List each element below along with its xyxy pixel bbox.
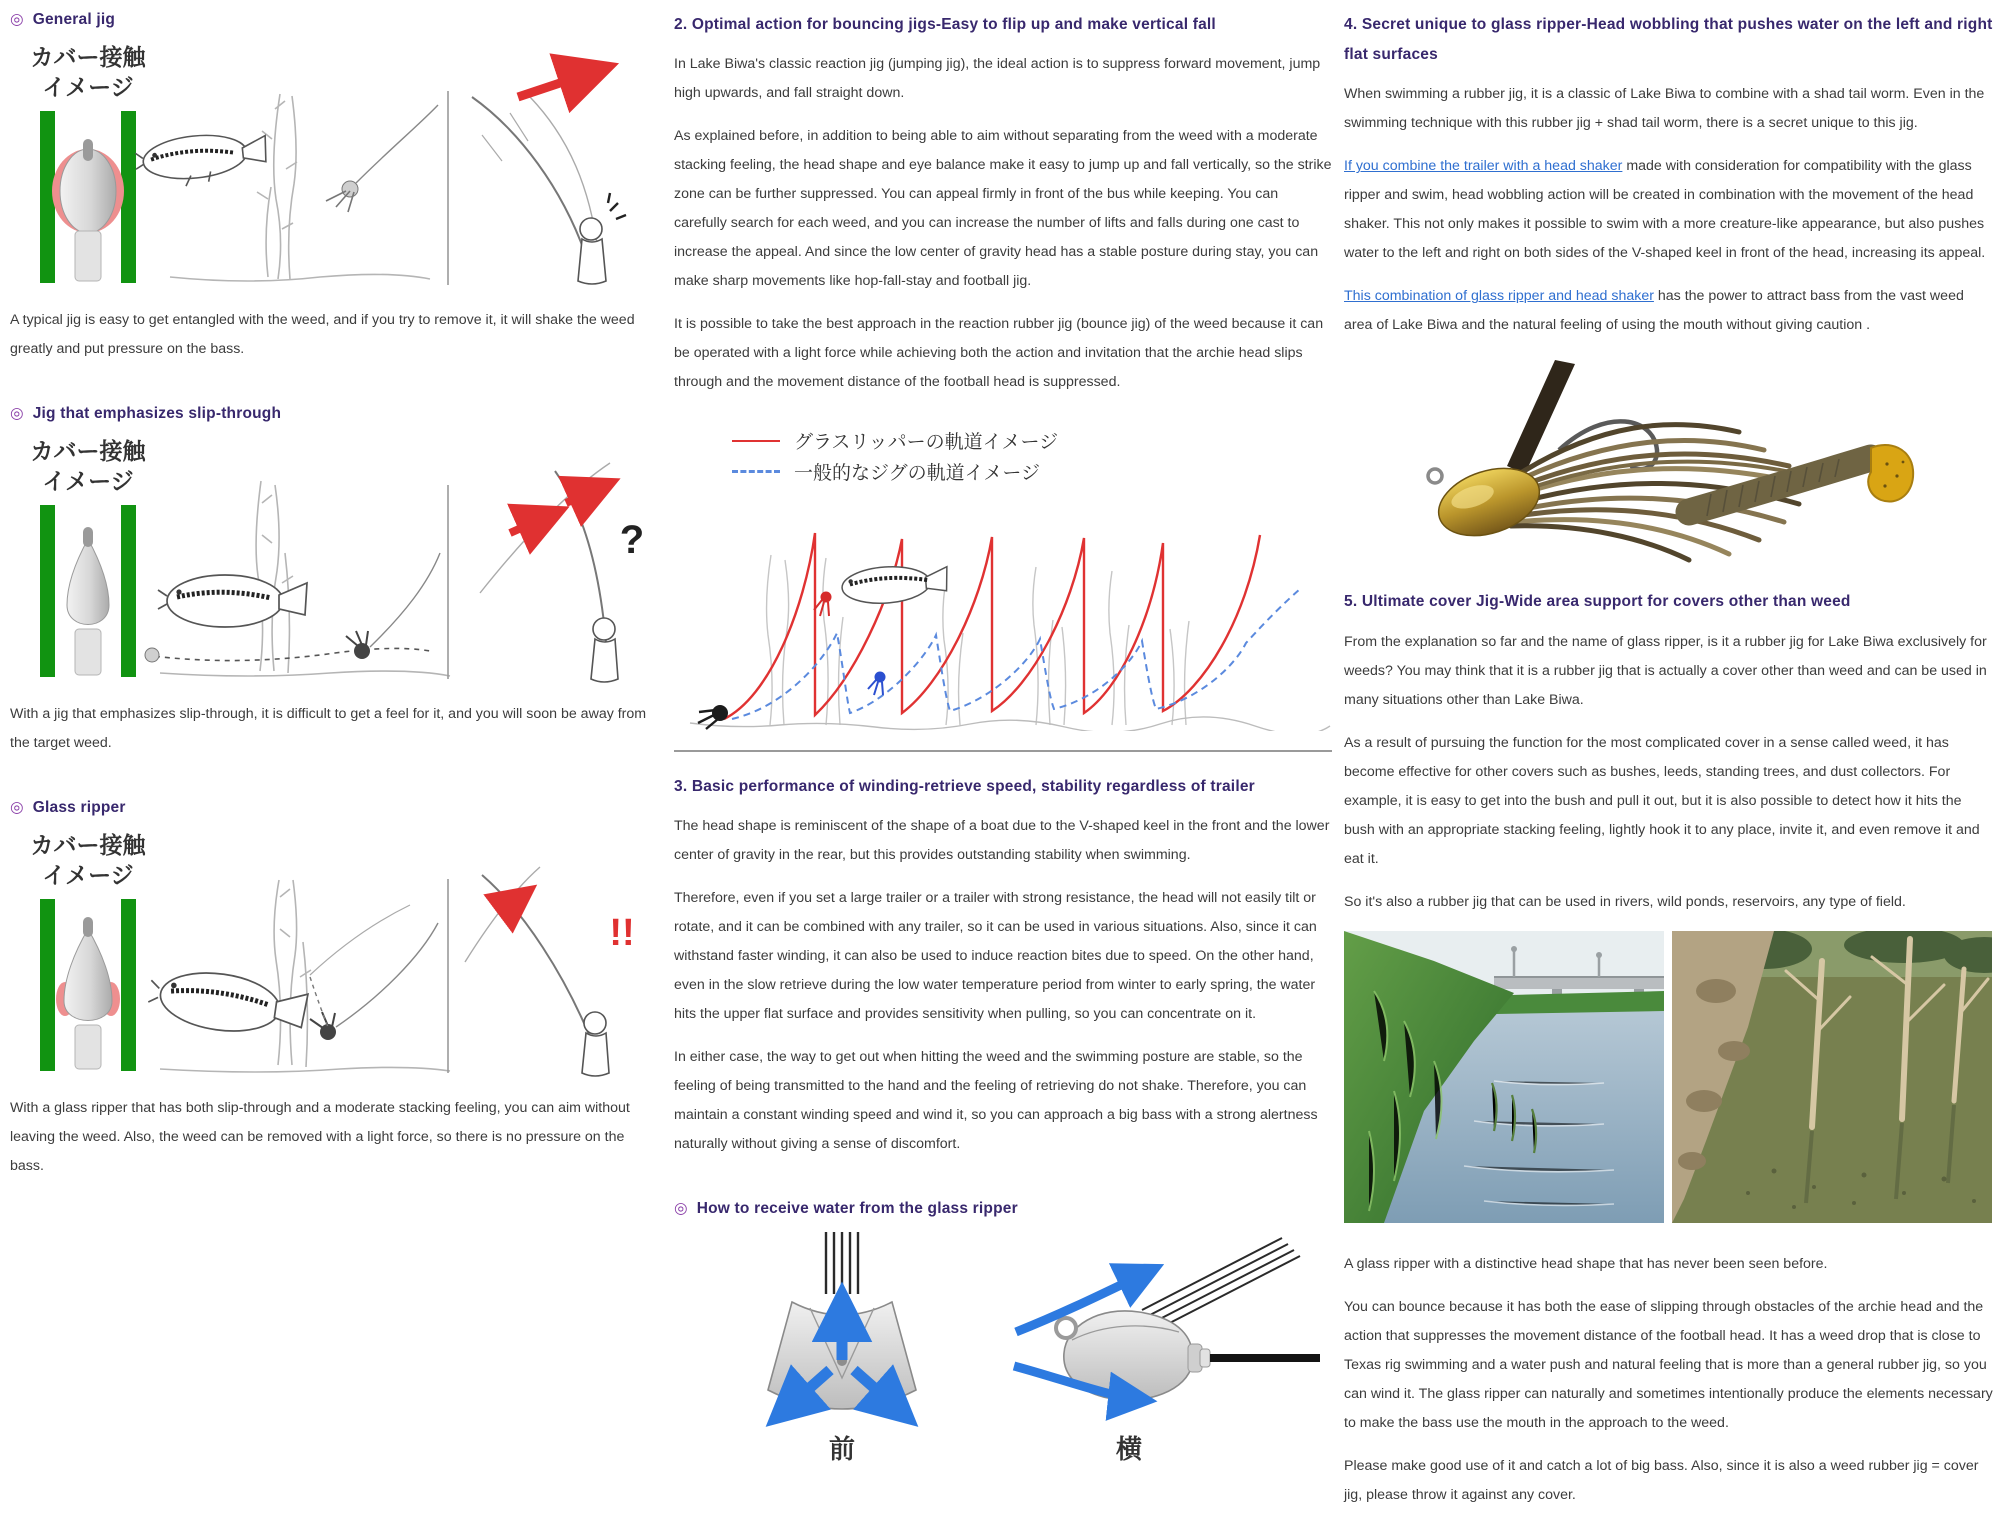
front-view-head <box>768 1232 916 1464</box>
bullseye-icon: ◎ <box>10 405 24 422</box>
river-photo <box>1344 931 1664 1223</box>
water-flow-diagram <box>674 1228 1332 1473</box>
side-view-head <box>1014 1238 1320 1464</box>
weed-bars-and-glass-ripper-head <box>40 899 136 1071</box>
section5-heading: 5. Ultimate cover Jig-Wide area support for covers other than weed <box>1344 593 1851 611</box>
combination-link[interactable]: This combination of glass ripper and head shaker <box>1344 288 1654 305</box>
outro-paragraph-1: A glass ripper with a distinctive head shape that has never been seen before. <box>1344 1255 1828 1272</box>
section5-paragraph-2: As a result of pursuing the function for the most complicated cover in a sense called weed, it has become effective for other covers such as bushes, leeds, standing trees, and dust collectors. For example, it is easy to get into the bush and pull it out, but it is also possible to detect how it hits the bush with an appropriate stacking feeling, lightly hook it to any place, invite it, and even remove it and eat it. <box>1344 734 1980 867</box>
svg-text:イメージ: イメージ <box>42 862 134 888</box>
snagged-jig-sketch <box>326 105 438 212</box>
cover-contact-label <box>31 438 147 494</box>
section4-paragraph-1: When swimming a rubber jig, it is a classic of Lake Biwa to combine with a shad tail worm. Even in the swimming technique with this rubber jig + shad tail worm, there is a secret unique to this jig. <box>1344 86 1985 132</box>
weed-bars-and-pointed-jig <box>40 505 136 677</box>
section3-heading: 3. Basic performance of winding-retrieve speed, stability regardless of trailer <box>674 778 1255 796</box>
pull-direction-arrow <box>518 69 602 97</box>
section4-paragraph-2 <box>1344 152 1994 268</box>
section3-paragraph-1: The head shape is reminiscent of the shape of a boat due to the V-shaped keel in the front and the lower center of gravity in the rear, but this provides outstanding stability when swimming. <box>674 818 1330 864</box>
head-shaker-link[interactable]: If you combine the trailer with a head shaker <box>1344 158 1623 175</box>
angler-sketch <box>472 69 626 284</box>
svg-text:イメージ: イメージ <box>42 74 134 100</box>
section2-paragraph-3: It is possible to take the best approach in the reaction rubber jig (bounce jig) of the weed because it can be operated with a light force while achieving both the action and invitation that the archie head slips through and the movement distance of the football head is suppressed. <box>674 316 1324 391</box>
exclamation-annotation: !! <box>609 912 635 954</box>
section-divider-line <box>674 750 1332 752</box>
angler-sketch <box>480 463 644 682</box>
paragraph-text: has the power to attract bass from the vast weed area of Lake Biwa and the natural feeling of using the mouth without giving caution . <box>1344 288 1964 334</box>
bass-fish-sketch <box>158 575 307 627</box>
section4-paragraph-3 <box>1344 282 1994 340</box>
angler-sketch <box>465 867 635 1076</box>
photo-gap <box>1664 931 1672 1223</box>
bullseye-icon: ◎ <box>10 11 24 28</box>
flooded-trees-photo <box>1672 931 1992 1223</box>
trajectory-legend <box>674 425 1332 487</box>
paragraph-text: made with consideration for compatibility with the glass ripper and swim, head wobbling action will be created in combination with the movement of the head shaker. This not only makes it possible to swim with a more creature-like appearance, but also pushes water to the left and right on both sides of the V-shaped keel in front of the head, increasing its appeal. <box>1344 158 1986 262</box>
bass-fish-sketch <box>133 129 269 192</box>
question-annotation: ? <box>619 518 645 562</box>
section2-paragraph-2: As explained before, in addition to being able to aim without separating from the weed with a moderate stacking feeling, the head shape and eye balance make it easy to jump up and fall vertically, so the strike zone can be further suppressed. You can appeal firmly in front of the bus while keeping. You can carefully search for each weed, and you can increase the number of lifts and falls during one cast to increase the appeal. And since the low center of gravity head has a stable posture during stay, you can make sharp movements like hop-fall-stay and football jig. <box>674 128 1332 290</box>
blue-dashed-line-swatch <box>732 470 780 473</box>
trailer-shaft <box>1210 1354 1320 1362</box>
field-photos <box>1344 931 1994 1228</box>
general-jig-caption: A typical jig is easy to get entangled with the weed, and if you try to remove it, it will shake the weed greatly and put pressure on the bass. <box>10 312 635 357</box>
heading-text: How to receive water from the glass ripper <box>696 1200 1018 1218</box>
front-view-label: 前 <box>828 1434 856 1465</box>
blue-jig-icon <box>868 672 886 696</box>
general-jig-trajectory-line <box>732 589 1300 719</box>
section3-paragraph-3: In either case, the way to get out when hitting the weed and the swimming posture are stable, so the feeling of being transmitted to the hand and the feeling of retrieving do not shake. Therefore, you can maintain a constant winding speed and wind it, so you can approach a big bass with a strong alertness naturally without giving a sense of discomfort. <box>674 1049 1318 1153</box>
side-view-label: 横 <box>1115 1434 1143 1465</box>
section5-paragraph-1: From the explanation so far and the name of glass ripper, is it a rubber jig for Lake Biwa exclusively for weeds? You may think that it is a rubber jig that is actually a cover other than weed and can be used in many situations other than Lake Biwa. <box>1344 633 1987 708</box>
svg-text:カバー接触: カバー接触 <box>30 832 146 858</box>
svg-text:カバー接触: カバー接触 <box>30 438 146 464</box>
slip-through-jig-diagram <box>10 433 658 690</box>
bullseye-icon: ◎ <box>10 799 24 816</box>
general-jig-diagram <box>10 39 658 296</box>
heading-text: General jig <box>32 11 116 28</box>
left-column <box>10 10 658 1195</box>
section-heading-general-jig <box>10 10 658 29</box>
cover-contact-label <box>31 832 147 888</box>
paddle-tail <box>1868 445 1913 502</box>
legend-label-blue: 一般的なジグの軌道イメージ <box>794 463 1041 485</box>
section-heading-slip-through-jig <box>10 404 658 423</box>
glass-ripper-diagram <box>10 827 658 1084</box>
heading-text: Jig that emphasizes slip-through <box>32 405 282 422</box>
middle-column <box>674 10 1332 1483</box>
red-solid-line-swatch <box>732 440 780 442</box>
weed-scene-sketch <box>170 94 430 281</box>
weed-guard <box>1507 360 1575 474</box>
bass-fish-sketch <box>146 964 309 1041</box>
glass-ripper-trajectory-line <box>724 533 1260 719</box>
section2-heading: 2. Optimal action for bouncing jigs-Easy to flip up and make vertical fall <box>674 16 1216 33</box>
svg-text:イメージ: イメージ <box>42 468 134 494</box>
water-section-heading <box>674 1199 1332 1218</box>
glass-ripper-caption: With a glass ripper that has both slip-through and a moderate stacking feeling, you can aim without leaving the weed. Also, the weed can be removed with a light force, so there is no pressure on the bass. <box>10 1100 630 1174</box>
trajectory-diagram <box>674 493 1332 736</box>
weed-bars-and-round-jig <box>40 111 136 283</box>
legend-row-general-jig <box>732 456 1332 487</box>
rubber-jig-product-photo <box>1344 354 1994 577</box>
svg-text:カバー接触: カバー接触 <box>30 44 146 70</box>
bass-fish-sketch <box>841 563 949 606</box>
heading-text: Glass ripper <box>32 799 126 816</box>
outro-paragraph-3: Please make good use of it and catch a lot of big bass. Also, since it is also a weed rubber jig = cover jig, please throw it against any cover. <box>1344 1457 1979 1503</box>
section3-paragraph-2: Therefore, even if you set a large trailer or a trailer with strong resistance, the head will not easily tilt or rotate, and it can be combined with any trailer, so it can be used in various situations. Also, since it can withstand faster winding, it can also be used to induce reaction bites due to speed. On the other hand, even in the slow retrieve during the low water temperature period from winter to early spring, the water hits the upper flat surface and provides sensitivity when pulling, so you can concentrate on it. <box>674 890 1317 1023</box>
line-tie-ring <box>1056 1318 1076 1338</box>
slip-through-caption: With a jig that emphasizes slip-through, it is difficult to get a feel for it, and you will soon be away from the target weed. <box>10 706 647 751</box>
section5-paragraph-3: So it's also a rubber jig that can be used in rivers, wild ponds, reservoirs, any type of field. <box>1344 893 1906 910</box>
section4-heading: 4. Secret unique to glass ripper-Head wobbling that pushes water on the left and right flat surfaces <box>1344 16 1993 64</box>
legend-row-glass-ripper <box>732 425 1332 456</box>
section2-paragraph-1: In Lake Biwa's classic reaction jig (jumping jig), the ideal action is to suppress forward movement, jump high upwards, and fall straight down. <box>674 56 1321 102</box>
escaping-jig-sketch <box>310 905 438 1040</box>
right-column <box>1344 10 1994 1524</box>
line-tie-ring <box>1428 469 1442 483</box>
cover-contact-label <box>31 44 147 100</box>
section-heading-glass-ripper <box>10 798 658 817</box>
outro-paragraph-2: You can bounce because it has both the ease of slipping through obstacles of the archie head and the action that suppresses the movement distance of the football head. It has a weed drop that is close to Texas rig swimming and a water push and natural feeling that is more than a general rubber jig, so you can wind it. The glass ripper can naturally and sometimes intentionally produce the elements necessary to make the bass use the mouth in the approach to the weed. <box>1344 1298 1993 1431</box>
lake-bottom-line <box>690 717 1330 731</box>
bullseye-icon: ◎ <box>674 1200 688 1218</box>
legend-label-red: グラスリッパーの軌道イメージ <box>794 432 1059 454</box>
